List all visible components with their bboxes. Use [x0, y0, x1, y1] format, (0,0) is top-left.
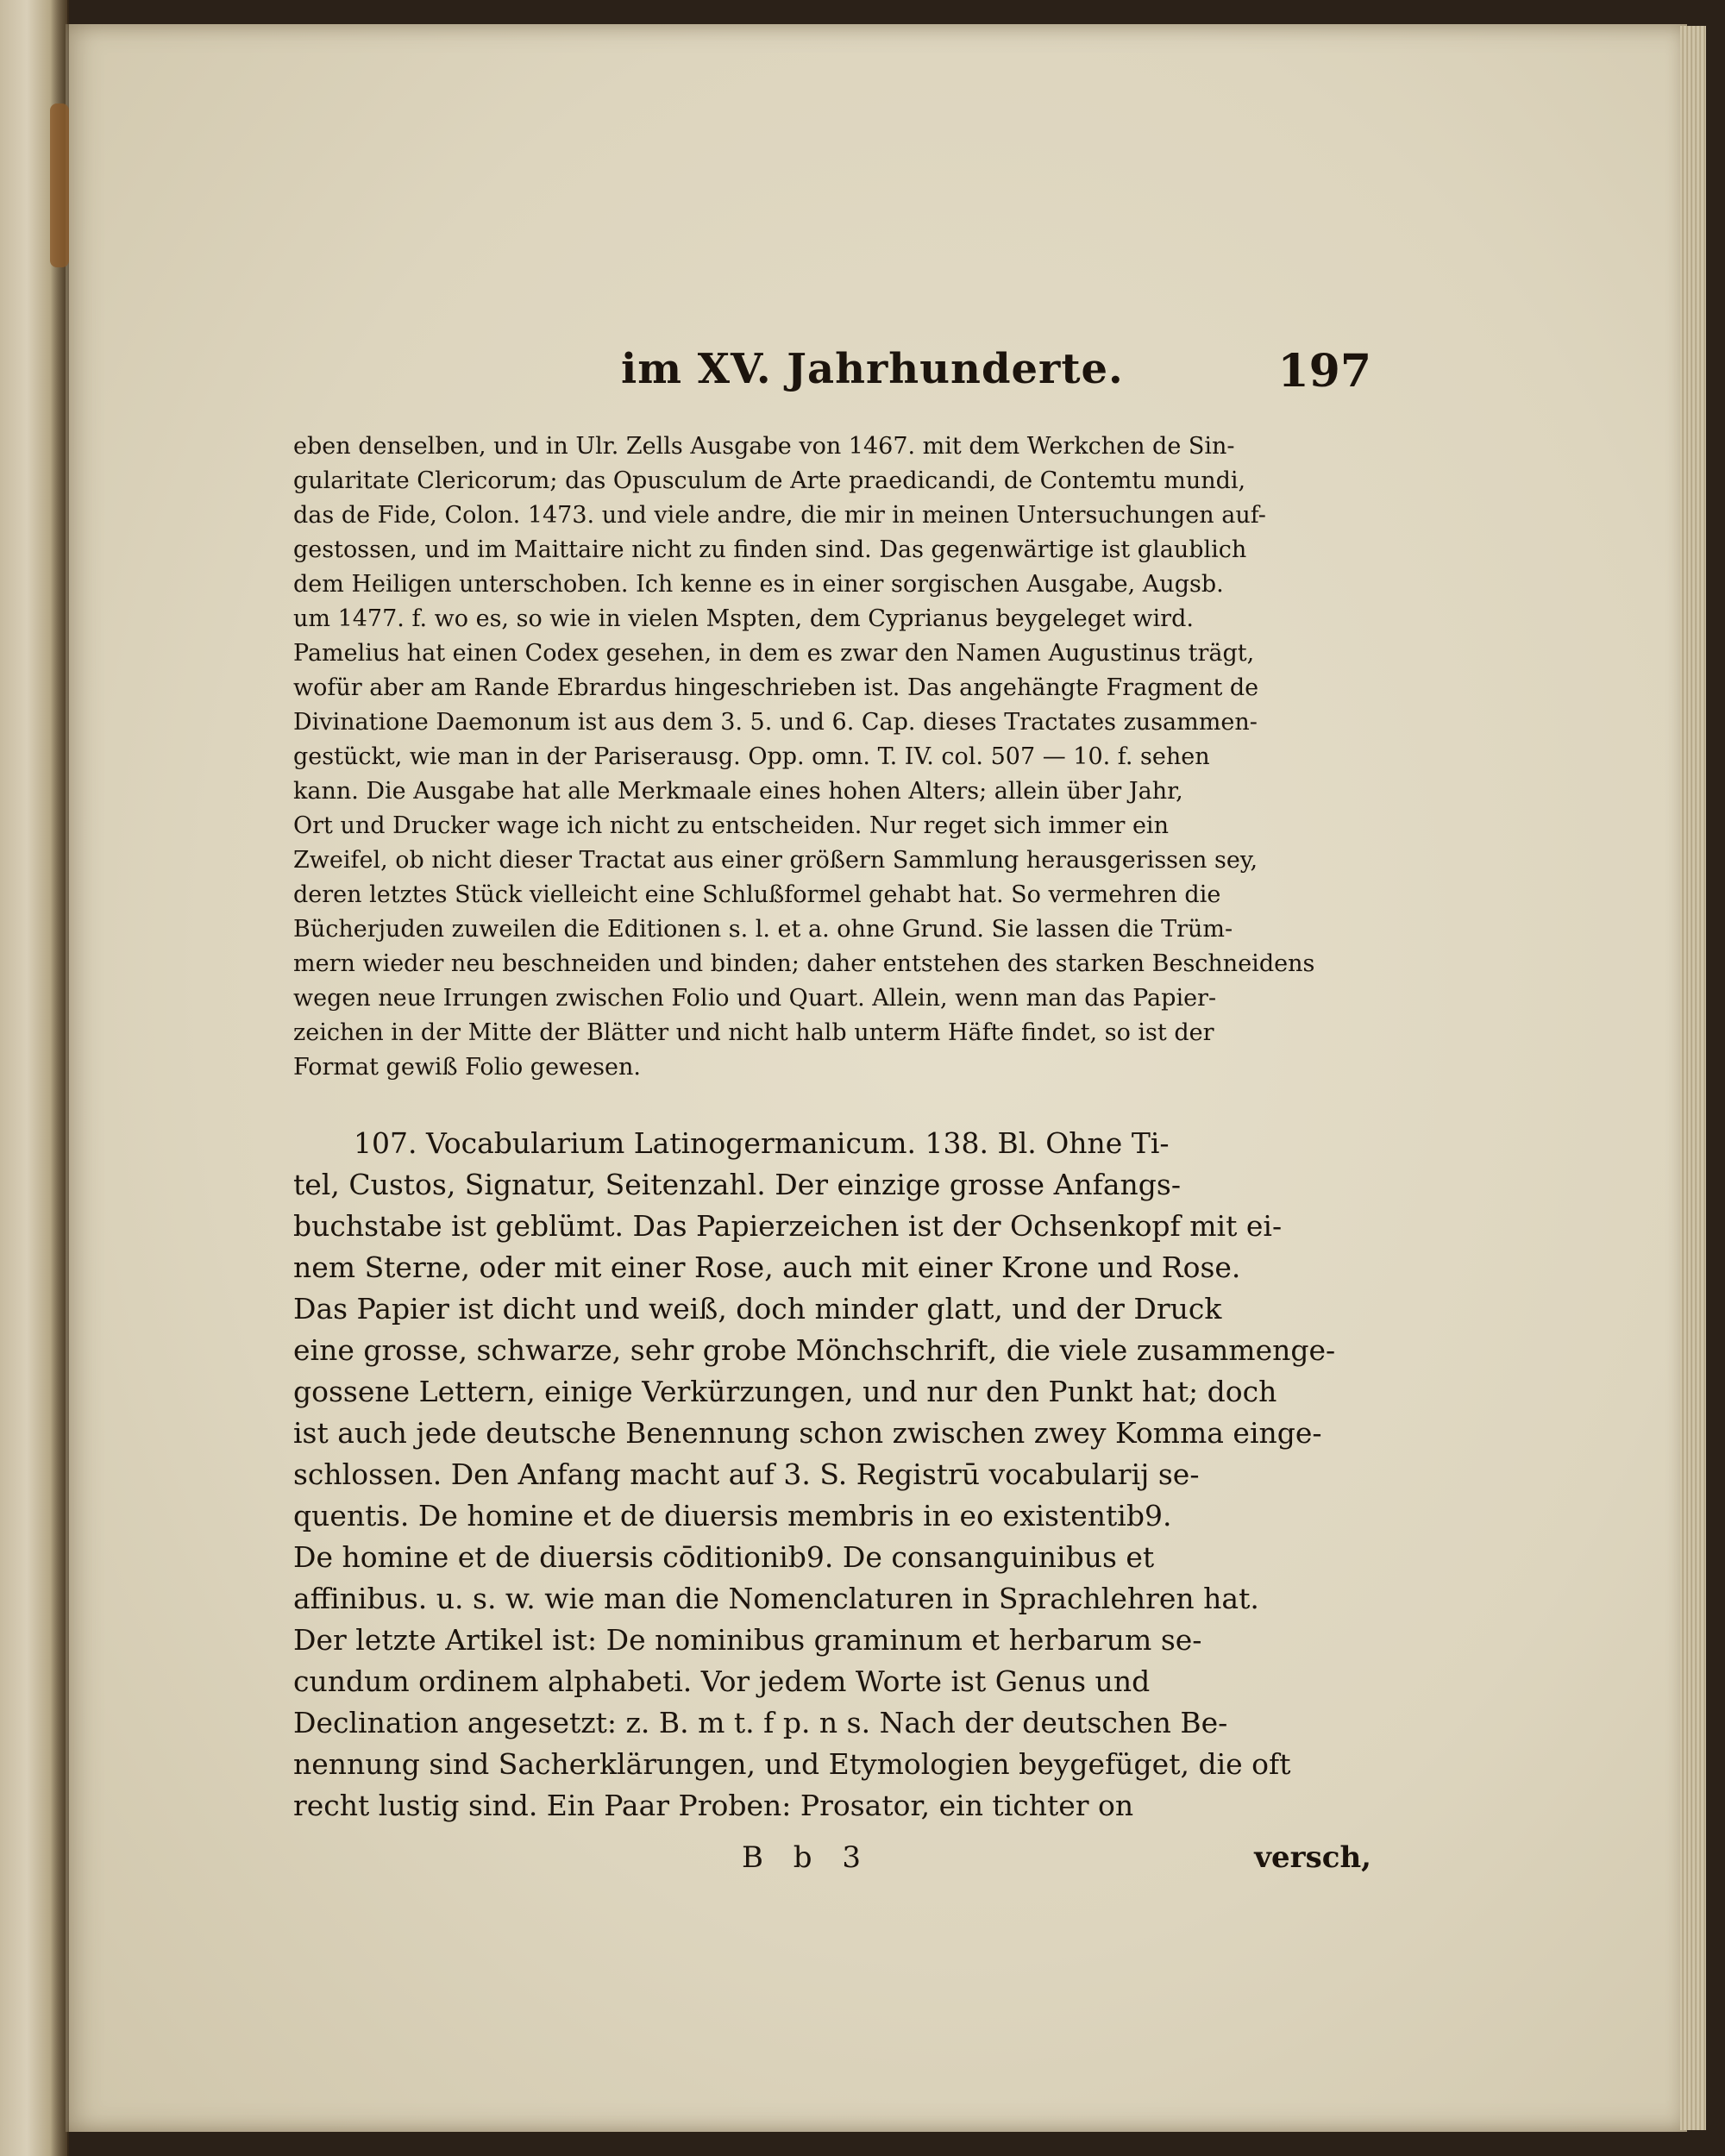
- text-line: 107. Vocabularium Latinogermanicum. 138. Bl. Ohne Ti-: [354, 1126, 1170, 1160]
- running-head: im XV. Jahrhunderte.: [621, 345, 1124, 393]
- text-line: dem Heiligen unterschoben. Ich kenne es in einer sorgischen Ausgabe, Augsb.: [293, 571, 1224, 598]
- text-line: Zweifel, ob nicht dieser Tractat aus einer größern Sammlung herausgerissen sey,: [293, 847, 1258, 874]
- text-line: Format gewiß Folio gewesen.: [293, 1054, 641, 1081]
- text-line: Der letzte Artikel ist: De nominibus graminum et herbarum se-: [293, 1623, 1202, 1657]
- text-line: gestückt, wie man in der Pariserausg. Opp. omn. T. IV. col. 507 — 10. f. sehen: [293, 743, 1210, 770]
- paragraph-continued: [293, 429, 1371, 1085]
- text-line: Bücherjuden zuweilen die Editionen s. l. et a. ohne Grund. Sie lassen die Trüm-: [293, 916, 1233, 943]
- text-line: buchstabe ist geblümt. Das Papierzeichen ist der Ochsenkopf mit ei-: [293, 1209, 1283, 1243]
- page-edges: [1680, 26, 1706, 2130]
- page-header: [293, 345, 1371, 414]
- text-line: Declination angesetzt: z. B. m t. f p. n s. Nach der deutschen Be-: [293, 1706, 1228, 1739]
- text-line: nennung sind Sacherklärungen, und Etymologien beygefüget, die oft: [293, 1747, 1291, 1781]
- text-line: Ort und Drucker wage ich nicht zu entscheiden. Nur reget sich immer ein: [293, 812, 1169, 839]
- page-number: 197: [1277, 345, 1371, 398]
- text-line: ist auch jede deutsche Benennung schon zwischen zwey Komma einge-: [293, 1416, 1322, 1450]
- text-line: quentis. De homine et de diuersis membris in eo existentib9.: [293, 1499, 1172, 1532]
- text-line: schlossen. Den Anfang macht auf 3. S. Registrū vocabularij se-: [293, 1457, 1200, 1491]
- text-line: Pamelius hat einen Codex gesehen, in dem es zwar den Namen Augustinus trägt,: [293, 640, 1255, 667]
- margin-stain: [50, 103, 69, 267]
- text-line: De homine et de diuersis cōditionib9. De consanguinibus et: [293, 1540, 1155, 1574]
- text-line: tel, Custos, Signatur, Seitenzahl. Der einzige grosse Anfangs-: [293, 1168, 1182, 1201]
- text-line: eine grosse, schwarze, sehr grobe Mönchschrift, die viele zusammenge-: [293, 1333, 1336, 1367]
- text-line: nem Sterne, oder mit einer Rose, auch mit einer Krone und Rose.: [293, 1250, 1241, 1284]
- text-line: das de Fide, Colon. 1473. und viele andre, die mir in meinen Untersuchungen auf-: [293, 502, 1266, 529]
- text-line: cundum ordinem alphabeti. Vor jedem Worte ist Genus und: [293, 1664, 1151, 1698]
- text-line: affinibus. u. s. w. wie man die Nomenclaturen in Sprachlehren hat.: [293, 1582, 1259, 1615]
- text-line: eben denselben, und in Ulr. Zells Ausgabe von 1467. mit dem Werkchen de Sin-: [293, 433, 1235, 460]
- text-line: zeichen in der Mitte der Blätter und nicht halb unterm Häfte findet, so ist der: [293, 1019, 1214, 1046]
- gutter-shadow: [50, 0, 69, 2156]
- text-line: gossene Lettern, einige Verkürzungen, und nur den Punkt hat; doch: [293, 1375, 1277, 1408]
- entry-107: [293, 1123, 1371, 1827]
- text-line: Das Papier ist dicht und weiß, doch minder glatt, und der Druck: [293, 1292, 1222, 1326]
- text-line: deren letztes Stück vielleicht eine Schlußformel gehabt hat. So vermehren die: [293, 881, 1221, 908]
- text-line: um 1477. f. wo es, so wie in vielen Mspten, dem Cyprianus beygeleget wird.: [293, 605, 1194, 632]
- text-line: wegen neue Irrungen zwischen Folio und Quart. Allein, wenn man das Papier-: [293, 985, 1217, 1012]
- text-line: Divinatione Daemonum ist aus dem 3. 5. und 6. Cap. dieses Tractates zusammen-: [293, 709, 1258, 736]
- signature-mark: B b 3: [742, 1840, 871, 1875]
- page-footer: [293, 1840, 1371, 1892]
- text-line: recht lustig sind. Ein Paar Proben: Prosator, ein tichter on: [293, 1789, 1134, 1822]
- catchword: versch,: [1254, 1840, 1371, 1875]
- text-line: mern wieder neu beschneiden und binden; daher entstehen des starken Beschneidens: [293, 950, 1315, 977]
- text-line: gularitate Clericorum; das Opusculum de Arte praedicandi, de Contemtu mundi,: [293, 467, 1246, 494]
- text-line: wofür aber am Rande Ebrardus hingeschrieben ist. Das angehängte Fragment de: [293, 674, 1259, 701]
- text-block: [293, 345, 1371, 1892]
- text-line: gestossen, und im Maittaire nicht zu finden sind. Das gegenwärtige ist glaublich: [293, 536, 1247, 563]
- text-line: kann. Die Ausgabe hat alle Merkmaale eines hohen Alters; allein über Jahr,: [293, 778, 1183, 805]
